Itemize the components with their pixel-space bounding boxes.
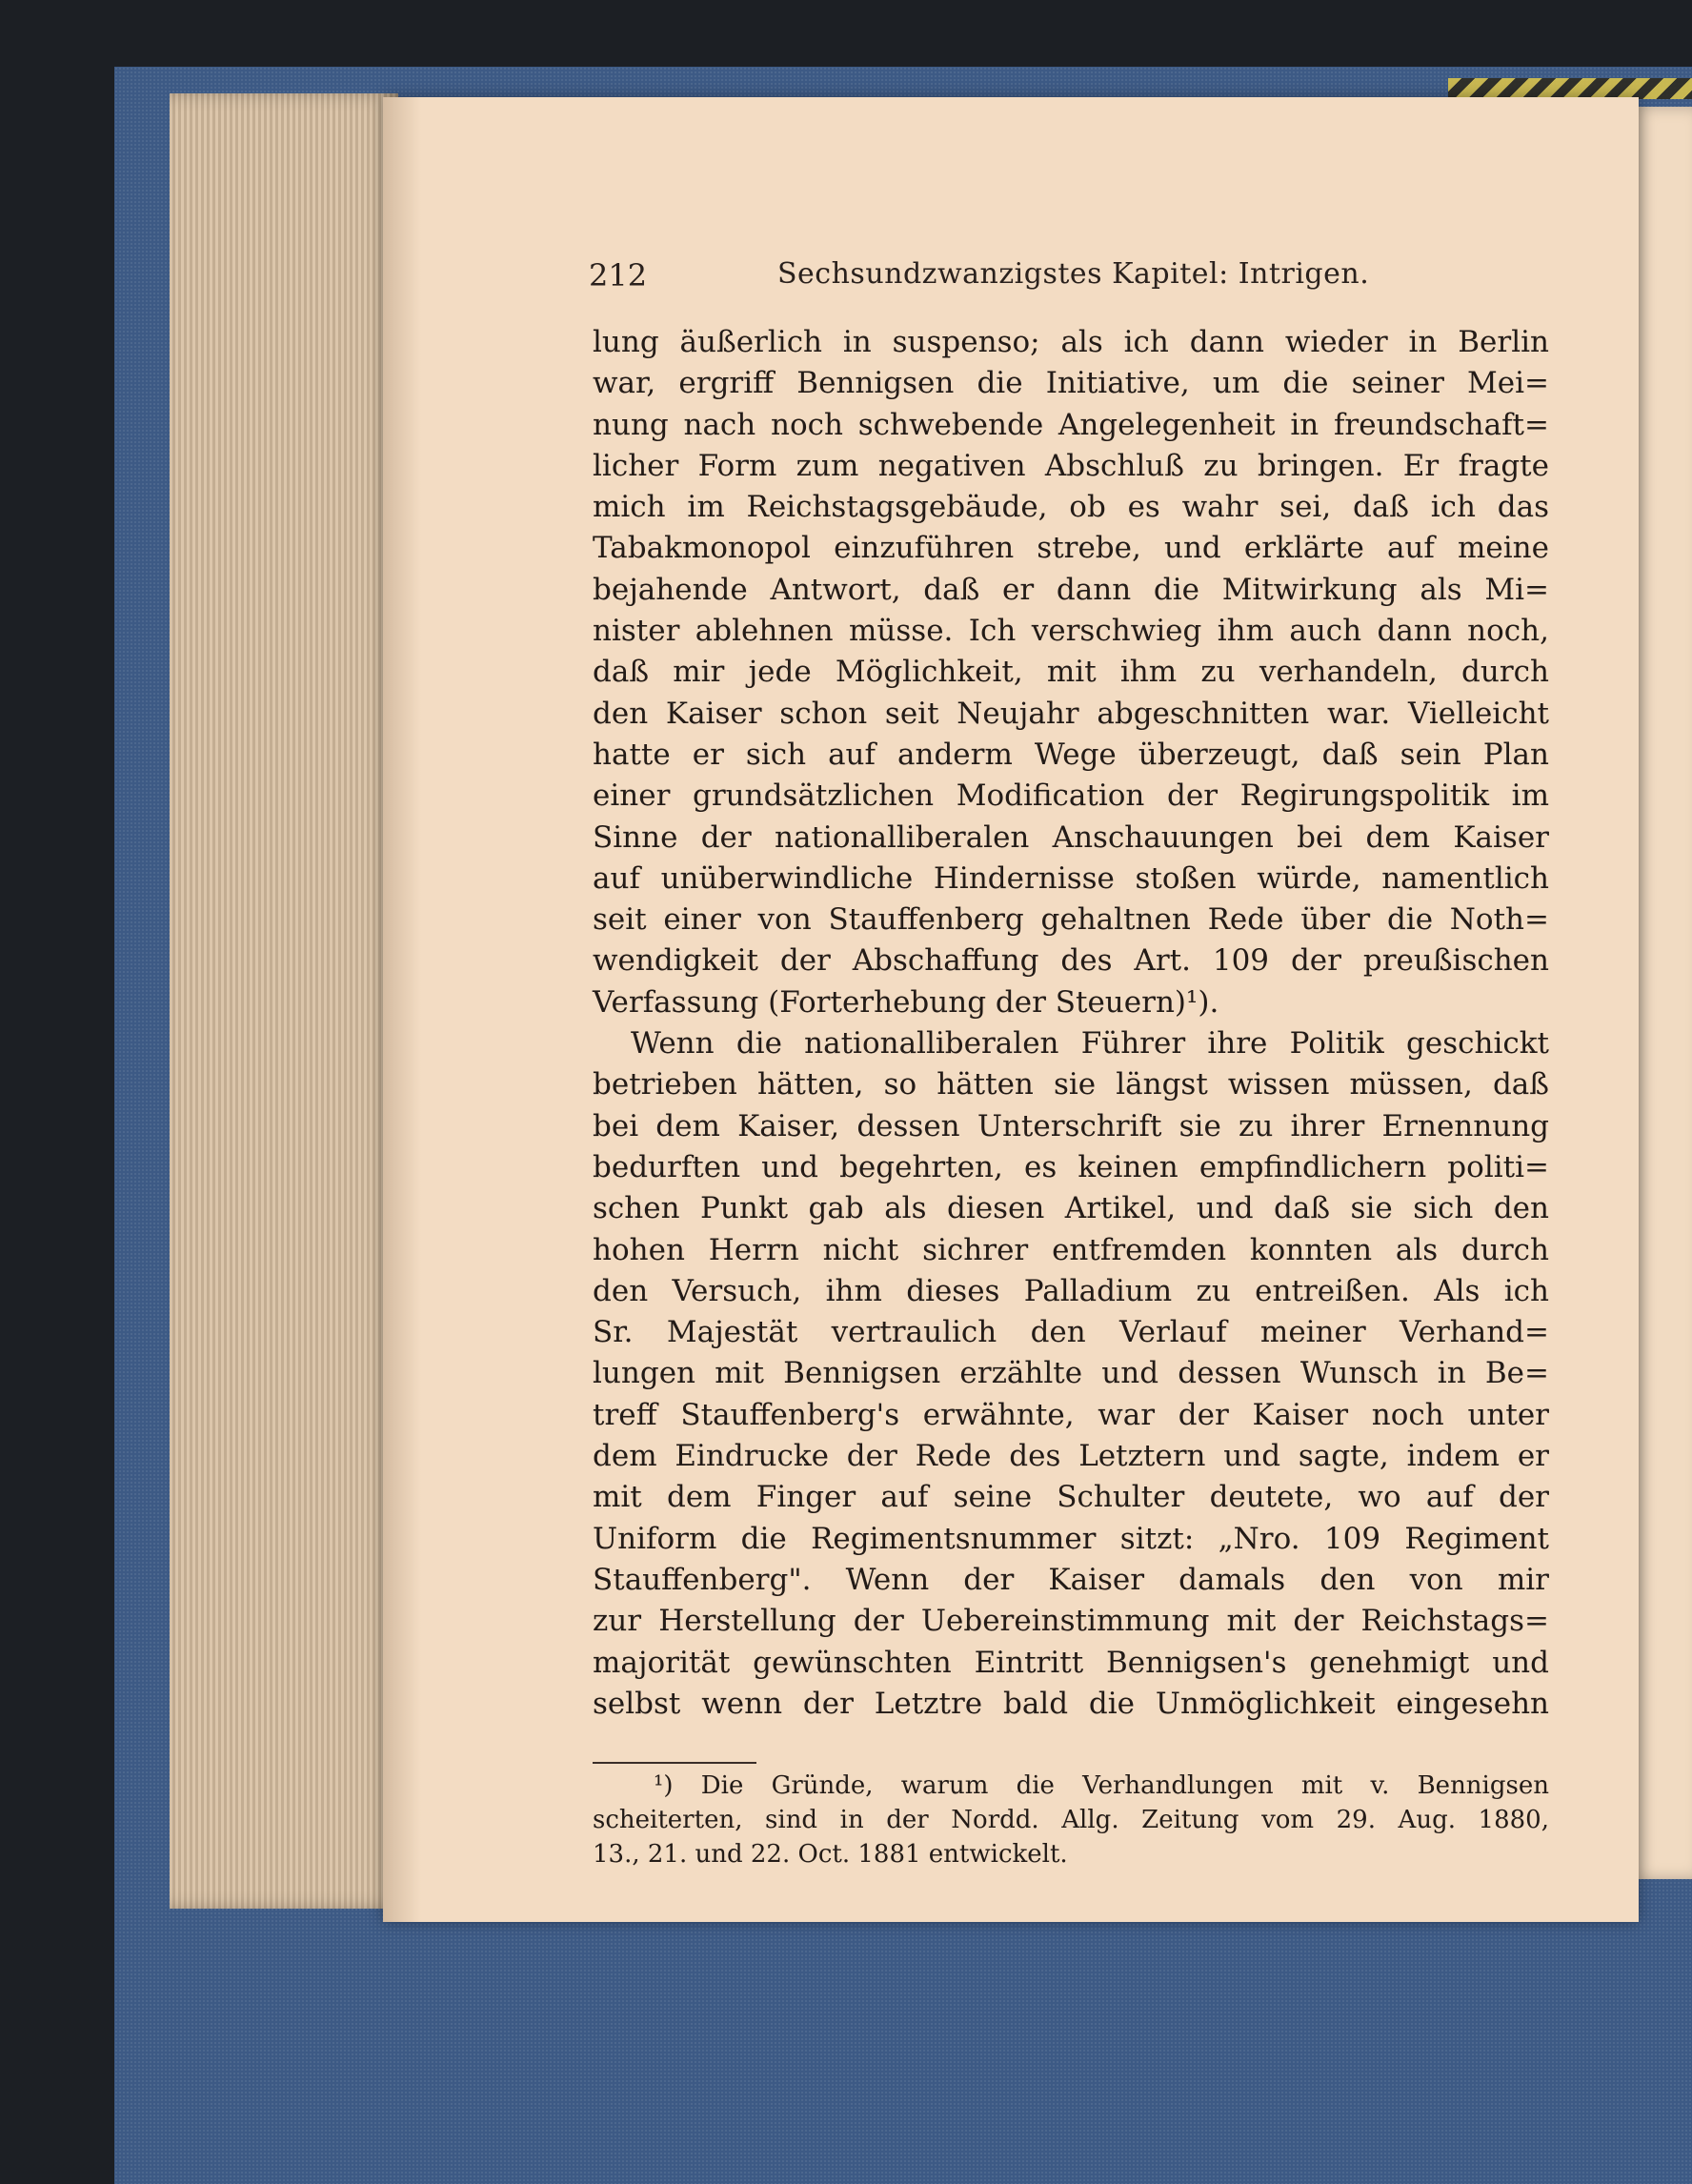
text-line: bei dem Kaiser, dessen Unterschrift sie zu ihrer Ernennung	[593, 1108, 1549, 1143]
text-line: lungen mit Bennigsen erzählte und dessen Wunsch in Be=	[593, 1356, 1549, 1391]
text-line: bejahende Antwort, daß er dann die Mitwirkung als Mi=	[593, 572, 1549, 607]
text-line: treff Stauffenberg's erwähnte, war der Kaiser noch unter	[593, 1397, 1549, 1432]
footnote	[593, 1769, 1549, 1871]
text-line: einer grundsätzlichen Modification der Regirungspolitik im	[593, 779, 1549, 814]
text-line: mich im Reichstagsgebäude, ob es wahr sei, daß ich das	[593, 490, 1549, 525]
text-line: nister ablehnen müsse. Ich verschwieg ihm auch dann noch,	[593, 614, 1549, 649]
text-line: Tabakmonopol einzuführen strebe, und erklärte auf meine	[593, 531, 1549, 566]
text-line: Uniform die Regimentsnummer sitzt: „Nro. 109 Regiment	[593, 1521, 1549, 1556]
facing-page-edge	[1631, 107, 1692, 1879]
text-line: Wenn die nationalliberalen Führer ihre Politik geschickt	[631, 1026, 1549, 1062]
text-line: auf unüberwindliche Hindernisse stoßen würde, namentlich	[593, 860, 1549, 896]
footnote-rule	[593, 1762, 756, 1764]
text-line: betrieben hätten, so hätten sie längst wissen müssen, daß	[593, 1067, 1549, 1102]
text-line: zur Herstellung der Uebereinstimmung mit der Reichstags=	[593, 1604, 1549, 1639]
text-line: seit einer von Stauffenberg gehaltnen Rede über die Noth=	[593, 902, 1549, 938]
binding-stitch	[1448, 78, 1692, 99]
text-line: Verfassung (Forterhebung der Steuern)¹).	[593, 984, 1219, 1020]
text-line: bedurften und begehrten, es keinen empfindlichern politi=	[593, 1149, 1549, 1184]
page-number: 212	[589, 257, 648, 293]
text-line: nung nach noch schwebende Angelegenheit in freundschaft=	[593, 407, 1549, 442]
text-line: hohen Herrn nicht sichrer entfremden konnten als durch	[593, 1232, 1549, 1267]
text-line: wendigkeit der Abschaffung des Art. 109 der preußischen	[593, 943, 1549, 979]
footnote-line: 13., 21. und 22. Oct. 1881 entwickelt.	[593, 1840, 1068, 1869]
text-line: lung äußerlich in suspenso; als ich dann wieder in Berlin	[593, 325, 1549, 359]
text-line: dem Eindrucke der Rede des Letztern und sagte, indem er	[593, 1439, 1549, 1474]
text-line: daß mir jede Möglichkeit, mit ihm zu verhandeln, durch	[593, 655, 1549, 690]
page-header	[589, 257, 1549, 299]
text-line: Stauffenberg". Wenn der Kaiser damals den von mir	[593, 1562, 1549, 1597]
text-line: selbst wenn der Letztre bald die Unmöglichkeit eingesehn	[593, 1686, 1549, 1721]
page-edges	[170, 93, 398, 1909]
text-line: hatte er sich auf anderm Wege überzeugt, daß sein Plan	[593, 737, 1549, 772]
text-line: war, ergriff Bennigsen die Initiative, um die seiner Mei=	[593, 366, 1549, 401]
footnote-line: ¹) Die Gründe, warum die Verhandlungen mit v. Bennigsen	[654, 1771, 1549, 1800]
text-line: mit dem Finger auf seine Schulter deutete, wo auf der	[593, 1480, 1549, 1515]
text-line: Sinne der nationalliberalen Anschauungen bei dem Kaiser	[593, 819, 1549, 855]
page-shadow	[383, 97, 421, 1922]
text-line: majorität gewünschten Eintritt Bennigsen's genehmigt und	[593, 1645, 1549, 1680]
text-line: den Versuch, ihm dieses Palladium zu entreißen. Als ich	[593, 1273, 1549, 1308]
text-line: Sr. Majestät vertraulich den Verlauf meiner Verhand=	[593, 1315, 1549, 1350]
text-line: den Kaiser schon seit Neujahr abgeschnitten war. Vielleicht	[593, 696, 1549, 731]
text-line: licher Form zum negativen Abschluß zu bringen. Er fragte	[593, 448, 1549, 483]
body-text	[593, 322, 1549, 1725]
footnote-line: scheiterten, sind in der Nordd. Allg. Zeitung vom 29. Aug. 1880,	[593, 1806, 1549, 1834]
running-head: Sechsundzwanzigstes Kapitel: Intrigen.	[777, 257, 1370, 291]
text-line: schen Punkt gab als diesen Artikel, und daß sie sich den	[593, 1191, 1549, 1226]
